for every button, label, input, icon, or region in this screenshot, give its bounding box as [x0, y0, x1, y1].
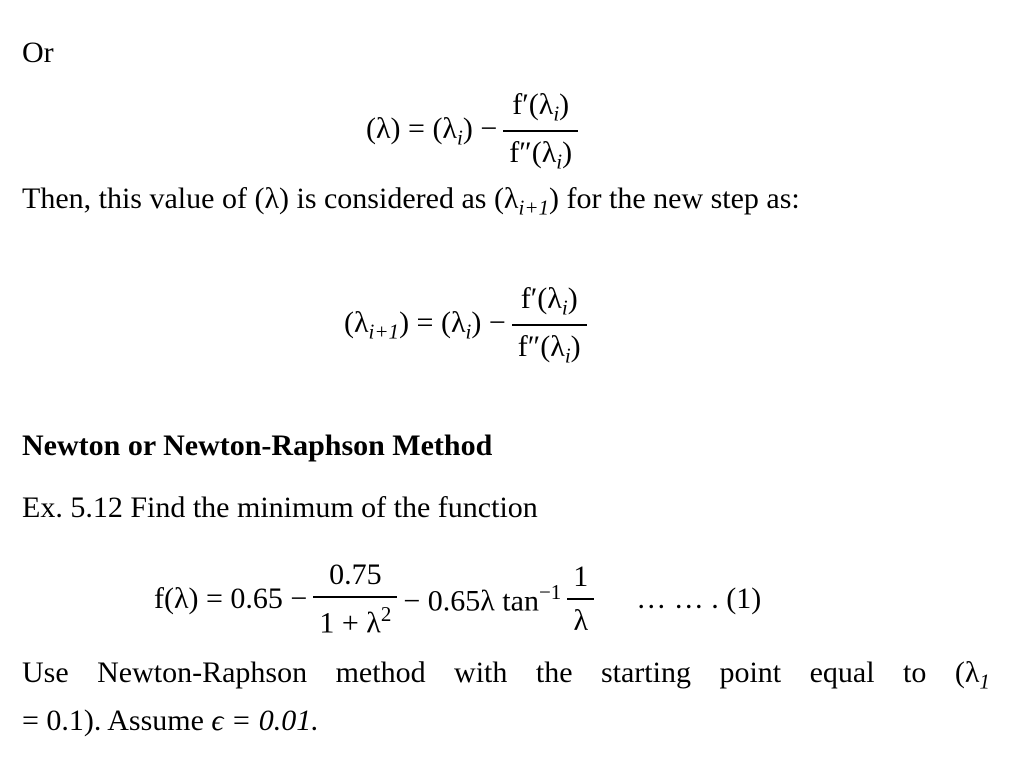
- eq1-num-tail: ): [559, 88, 570, 121]
- use-word: Newton-Raphson: [97, 656, 308, 689]
- eq1-den-sub: i: [556, 149, 563, 174]
- use-word: with: [454, 656, 508, 689]
- eq2-lhs-mid: ) = (λ: [399, 306, 466, 340]
- eq3-num2: 1: [573, 560, 589, 594]
- eq3-mid-sup: −1: [538, 580, 562, 604]
- then-part1: Then, this value of: [22, 182, 255, 215]
- eq3-num1: 0.75: [329, 558, 382, 591]
- assume-part1: = 0.1). Assume: [22, 704, 212, 737]
- eq2-den: f″(λ: [517, 330, 565, 364]
- use-lambda1-sub: 1: [979, 669, 990, 694]
- use-lambda1: (λ: [954, 656, 980, 689]
- eq2-fraction: [512, 282, 587, 369]
- eq3-mid: − 0.65λ tan: [403, 584, 539, 618]
- assume-epsilon: ϵ = 0.01.: [211, 704, 319, 737]
- use-word: equal: [809, 656, 875, 689]
- then-lambda-next-tail: ): [549, 182, 559, 215]
- eq1-num-sub: i: [553, 101, 560, 126]
- eq3-lhs: f(λ) = 0.65 −: [154, 582, 308, 616]
- use-word: starting: [600, 656, 691, 689]
- eq2-lhs-sub2: i: [465, 319, 472, 344]
- then-lambda: (λ): [254, 182, 289, 215]
- eq2-den-tail: ): [570, 330, 581, 364]
- section-heading: Newton or Newton-Raphson Method: [22, 429, 493, 462]
- eq2-num-tail: ): [567, 282, 578, 315]
- eq2-num: f′(λ: [520, 282, 562, 315]
- eq1-den: f″(λ: [509, 136, 557, 170]
- assume-line: [22, 706, 319, 736]
- then-part3: for the new step as:: [559, 182, 800, 215]
- eq1-fraction: [503, 88, 578, 175]
- or-text: Or: [22, 36, 54, 69]
- use-word: Use: [22, 656, 69, 689]
- then-lambda-next-sub: i+1: [518, 195, 549, 220]
- eq1-num: f′(λ: [512, 88, 554, 121]
- eq1-lhs-tail: ) −: [462, 112, 498, 146]
- use-word: method: [335, 656, 426, 689]
- equation-lambda-next: [344, 282, 593, 369]
- eq2-lhs-tail: ) −: [471, 306, 506, 340]
- use-word: point: [719, 656, 782, 689]
- example-text: Ex. 5.12 Find the minimum of the function: [22, 491, 538, 524]
- eq1-den-tail: ): [562, 136, 573, 170]
- eq3-den1: 1 + λ: [319, 606, 381, 640]
- eq2-den-sub: i: [564, 343, 571, 368]
- eq1-lhs-sub: i: [456, 125, 463, 150]
- eq3-den2: λ: [573, 604, 589, 638]
- eq3-den1-sup: 2: [380, 602, 392, 626]
- use-word: the: [535, 656, 573, 689]
- eq2-num-sub: i: [561, 295, 568, 320]
- then-part2: is considered as: [288, 182, 494, 215]
- equation-lambda-update: [366, 88, 584, 175]
- eq1-lhs: (λ) = (λ: [366, 112, 457, 146]
- eq3-fraction-2: [567, 560, 594, 638]
- equation-function: [154, 558, 761, 641]
- eq3-fraction-1: [313, 558, 397, 641]
- then-line: [22, 184, 800, 218]
- eq2-lhs-sub: i+1: [368, 319, 400, 344]
- use-word: to: [903, 656, 927, 689]
- then-lambda-next: (λ: [493, 182, 519, 215]
- eq2-lhs: (λ: [344, 306, 369, 340]
- use-line: [22, 658, 990, 692]
- eq3-tag: … … . (1): [636, 582, 762, 616]
